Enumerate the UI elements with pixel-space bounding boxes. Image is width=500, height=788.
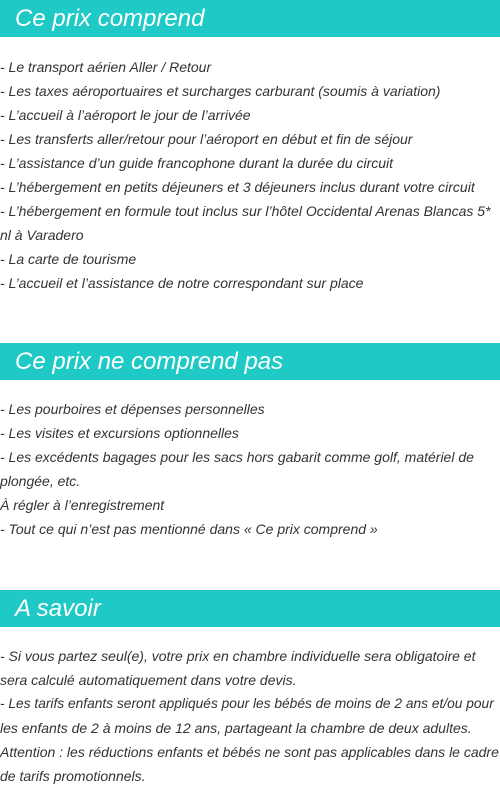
section-body-ce-prix-comprend	[0, 55, 500, 295]
section-title-a-savoir: A savoir	[0, 590, 500, 627]
list-item-continuation: de tarifs promotionnels.	[0, 768, 146, 784]
section-body-a-savoir	[0, 644, 500, 788]
list-item: - L’accueil et l’assistance de notre correspondant sur place	[0, 275, 364, 291]
list-item-continuation: plongée, etc.	[0, 473, 81, 489]
list-item: - Tout ce qui n’est pas mentionné dans « Ce prix comprend »	[0, 521, 378, 537]
list-item: - L’accueil à l’aéroport le jour de l’arrivée	[0, 107, 251, 123]
list-item: - Les pourboires et dépenses personnelles	[0, 401, 265, 417]
list-item: - Si vous partez seul(e), votre prix en chambre individuelle sera obligatoire et	[0, 648, 476, 664]
list-item: - L’hébergement en petits déjeuners et 3 déjeuners inclus durant votre circuit	[0, 179, 475, 195]
list-item: - L’assistance d’un guide francophone durant la durée du circuit	[0, 155, 394, 171]
list-item-continuation: nl à Varadero	[0, 227, 84, 243]
section-title-ce-prix-comprend: Ce prix comprend	[0, 0, 500, 37]
list-item: - Les taxes aéroportuaires et surcharges carburant (soumis à variation)	[0, 83, 441, 99]
list-item-continuation: les enfants de 2 à moins de 12 ans, partageant la chambre de deux adultes.	[0, 720, 472, 736]
list-item: - Les transferts aller/retour pour l’aéroport en début et fin de séjour	[0, 131, 413, 147]
list-item-note: Attention : les réductions enfants et bébés ne sont pas applicables dans le cadre	[0, 744, 499, 760]
section-body-ce-prix-ne-comprend-pas	[0, 397, 500, 541]
list-item-continuation: sera calculé automatiquement dans votre devis.	[0, 672, 297, 688]
section-title-ce-prix-ne-comprend-pas: Ce prix ne comprend pas	[0, 343, 500, 380]
list-item: - Les excédents bagages pour les sacs hors gabarit comme golf, matériel de	[0, 449, 474, 465]
list-item: - L’hébergement en formule tout inclus sur l’hôtel Occidental Arenas Blancas 5*	[0, 203, 491, 219]
list-item: - Les visites et excursions optionnelles	[0, 425, 239, 441]
list-item: - Les tarifs enfants seront appliqués pour les bébés de moins de 2 ans et/ou pour	[0, 696, 494, 711]
list-item: - Le transport aérien Aller / Retour	[0, 59, 212, 75]
list-item: - La carte de tourisme	[0, 251, 137, 267]
list-item-note: À régler à l’enregistrement	[0, 497, 165, 513]
